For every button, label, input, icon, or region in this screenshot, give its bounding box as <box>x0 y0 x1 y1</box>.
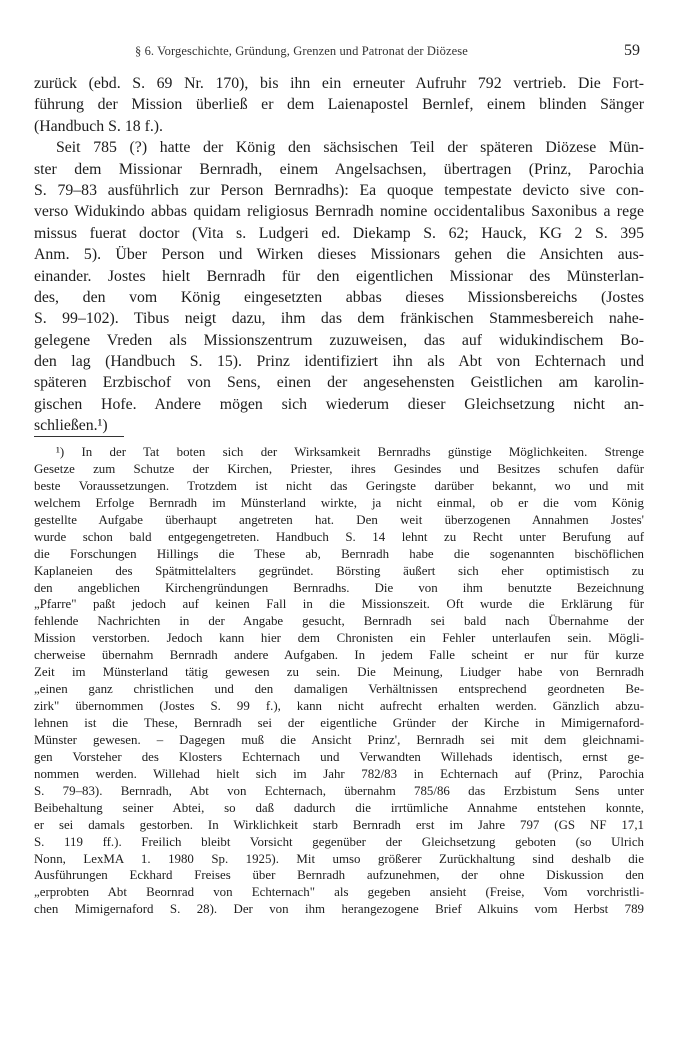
text-line: den lag (Handbuch S. 15). Prinz identifiziert ihn als Abt von Echternach und <box>34 353 644 371</box>
footnote-line: Zeit im Münsterland tätig gewesen zu sein. Die Meinung, Liudger habe von Bernradh <box>34 665 644 680</box>
footnote-line: Beibehaltung seiner Abtei, so daß dadurch die irrtümliche Annahme entstehen konnte, <box>34 800 644 815</box>
text-line: verso Widukindo abbas quidam religiosus Bernradh nomine occidentalibus Saxonibus a rege <box>34 203 644 221</box>
main-text <box>34 73 644 437</box>
footnote-separator <box>34 436 124 437</box>
footnote <box>34 444 644 918</box>
footnote-line: fehlende Nachrichten in der Angabe gesucht, Bernradh sei bald nach Übernahme der <box>34 614 644 629</box>
text-line: Anm. 5). Über Person und Wirken dieses Missionars gehen die Ansichten aus- <box>34 246 644 264</box>
page-number: 59 <box>624 42 640 59</box>
text-line: zurück (ebd. S. 69 Nr. 170), bis ihn ein erneuter Aufruhr 792 vertrieb. Die Fort- <box>34 75 644 92</box>
footnote-line: „einen ganz christlichen und den damaligen Verhältnissen entsprechend geordneten Be- <box>34 682 644 697</box>
text-line: gischen Hofe. Andere mögen sich wiederum dieser Gleichsetzung nicht an- <box>34 395 644 413</box>
running-header <box>60 44 640 64</box>
footnote-line: Nonn, LexMA 1. 1980 Sp. 1925). Mit umso größerer Zurückhaltung sind deshalb die <box>34 851 644 866</box>
text-line: späteren Erzbischof von Sens, einen der angesehensten Geistlichen am karolin- <box>34 374 644 392</box>
text-line: des, den vom König eingesetzten abbas dieses Missionsbereichs (Jostes <box>34 288 644 306</box>
running-title: § 6. Vorgeschichte, Gründung, Grenzen und Patronat der Diözese <box>135 44 468 58</box>
footnote-line: den angeblichen Kirchengründungen Bernradhs. Die von ihm benutzte Bezeichnung <box>34 580 644 595</box>
footnote-line: beste Voraussetzungen. Trotzdem ist nicht das Geringste darüber bekannt, wo und mit <box>34 478 644 493</box>
footnote-line: zirk" übernommen (Jostes S. 99 f.), kann nicht aufrecht erhalten werden. Gänzlich abzu- <box>34 699 644 714</box>
footnote-line: Mission verstorben. Jedoch kann hier dem Chronisten ein Fehler unterlaufen sein. Mögli- <box>34 631 644 646</box>
footnote-line: ¹) In der Tat boten sich der Wirksamkeit Bernradhs günstige Möglichkeiten. Strenge <box>56 445 644 459</box>
footnote-line: wurde schon bald entgegengetreten. Handbuch S. 14 lehnt zu Recht unter Berufung auf <box>34 529 644 544</box>
footnote-line: Ausführungen Eckhard Freises über Bernradh aufzunehmen, der ohne Diskussion den <box>34 868 644 883</box>
footnote-line: chen Mimigernaford S. 28). Der von ihm herangezogene Brief Alkuins vom Herbst 789 <box>34 902 644 917</box>
footnote-line: er sei damals gestorben. In Wirklichkeit starb Bernradh erst im Jahre 797 (GS NF 17,1 <box>34 817 644 832</box>
footnote-line: „erprobten Abt Beornrad von Echternach" als gegeben ansieht (Freise, Vom vorchristli- <box>34 885 644 900</box>
footnote-line: welchem Erfolge Bernradh im Münsterland wirkte, ja nicht einmal, ob er die vom König <box>34 495 644 510</box>
text-line: führung der Mission überließ er dem Laienapostel Bernlef, einem blinden Sänger <box>34 96 644 114</box>
footnote-line: „Pfarre" paßt jedoch auf keinen Fall in die Missionszeit. Oft wurde die Erklärung für <box>34 597 644 612</box>
footnote-line: S. 119 ff.). Freilich bleibt Vorsicht gegenüber der Gleichsetzung geboten (so Ulrich <box>34 834 644 849</box>
text-line: Seit 785 (?) hatte der König den sächsischen Teil der späteren Diözese Mün- <box>56 139 644 157</box>
text-line: schließen.¹) <box>34 417 108 435</box>
text-line: S. 99–102). Tibus neigt dazu, ihm das dem fränkischen Stammesbereich nahe- <box>34 310 644 328</box>
footnote-line: gen Vorsteher des Klosters Echternach und Verwandten Willehads identisch, ernst ge- <box>34 749 644 764</box>
footnote-line: S. 79–83). Bernradh, Abt von Echternach, übernahm 785/86 das Erzbistum Sens unter <box>34 783 644 798</box>
footnote-line: lehnen ist die These, Bernradh sei der eigentliche Gründer der Kirche in Mimigernaford- <box>34 716 644 730</box>
text-line: (Handbuch S. 18 f.). <box>34 117 163 135</box>
footnote-line: gestellte Aufgabe überhaupt angetreten hat. Den weit überzogenen Annahmen Jostes' <box>34 512 644 527</box>
footnote-line: cherweise übernahm Bernradh andere Aufgaben. In jedem Falle scheint er nur für kurze <box>34 648 644 663</box>
footnote-line: Gesetze zum Schutze der Kirchen, Priester, ihres Gesindes und Besitzes schufen dafür <box>34 461 644 476</box>
text-line: S. 79–83 ausführlich zur Person Bernradhs): Ea quoque tempestate devicto sive con- <box>34 181 644 199</box>
footnote-line: Kaplaneien des Spätmittelalters gegründet. Börsting äußert sich eher optimistisch zu <box>34 563 644 578</box>
footnote-line: Münster gewesen. – Dagegen muß die Ansicht Prinz', Bernradh sei mit dem gleichnami- <box>34 732 644 747</box>
text-line: missus fuerat doctor (Vita s. Ludgeri ed. Diekamp S. 62; Hauck, KG 2 S. 395 <box>34 224 644 242</box>
text-line: ster dem Missionar Bernradh, einem Angelsachsen, übertragen (Prinz, Parochia <box>34 160 644 178</box>
text-line: einander. Jostes hielt Bernradh für den eigentlichen Missionar des Münsterlan- <box>34 267 644 285</box>
footnote-line: nommen werden. Willehad hielt sich im Jahr 782/83 in Echternach auf (Prinz, Parochia <box>34 766 644 781</box>
footnote-line: die Forschungen Hillings die These ab, Bernradh habe die sogenannten bischöflichen <box>34 546 644 561</box>
text-line: gelegene Vreden als Missionszentrum zuzuweisen, das auf widukindischem Bo- <box>34 331 644 349</box>
